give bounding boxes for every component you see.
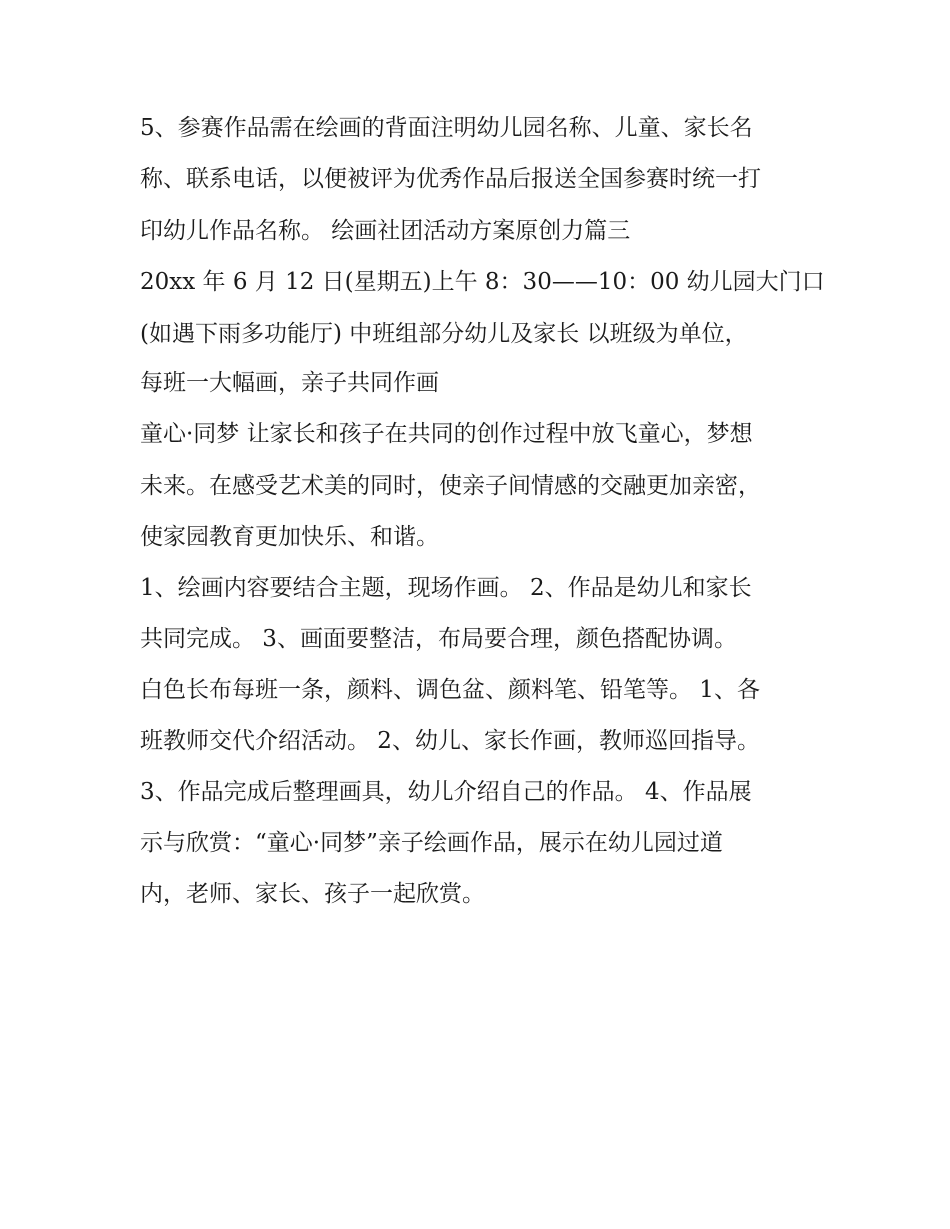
text-line: 童心·同梦 让家长和孩子在共同的创作过程中放飞童心，梦想 [140, 421, 753, 447]
text-line: 1、绘画内容要结合主题，现场作画。 2、作品是幼儿和家长 [140, 575, 752, 601]
text-line: 3、作品完成后整理画具，幼儿介绍自己的作品。 4、作品展 [140, 779, 752, 805]
text-line: 20xx 年 6 月 12 日(星期五)上午 8：30——10：00 幼儿园大门口 [140, 269, 825, 295]
text-line: 班教师交代介绍活动。 2、幼儿、家长作画，教师巡回指导。 [140, 728, 760, 754]
text-line: 共同完成。 3、画面要整洁，布局要合理，颜色搭配协调。 [140, 626, 737, 652]
text-line: 印幼儿作品名称。 绘画社团活动方案原创力篇三 [140, 218, 631, 244]
text-line: (如遇下雨多功能厅) 中班组部分幼儿及家长 以班级为单位， [140, 321, 748, 347]
text-line: 使家园教育更加快乐、和谐。 [140, 524, 439, 550]
text-line: 示与欣赏：“童心·同梦”亲子绘画作品，展示在幼儿园过道 [140, 830, 723, 856]
text-line: 每班一大幅画，亲子共同作画 [140, 370, 439, 396]
text-line: 内，老师、家长、孩子一起欣赏。 [140, 881, 485, 907]
text-line: 5、参赛作品需在绘画的背面注明幼儿园名称、儿童、家长名 [140, 115, 753, 141]
text-line: 称、联系电话，以便被评为优秀作品后报送全国参赛时统一打 [140, 166, 761, 192]
text-line: 未来。在感受艺术美的同时，使亲子间情感的交融更加亲密， [140, 473, 761, 499]
text-line: 白色长布每班一条，颜料、调色盆、颜料笔、铅笔等。 1、各 [140, 677, 760, 703]
